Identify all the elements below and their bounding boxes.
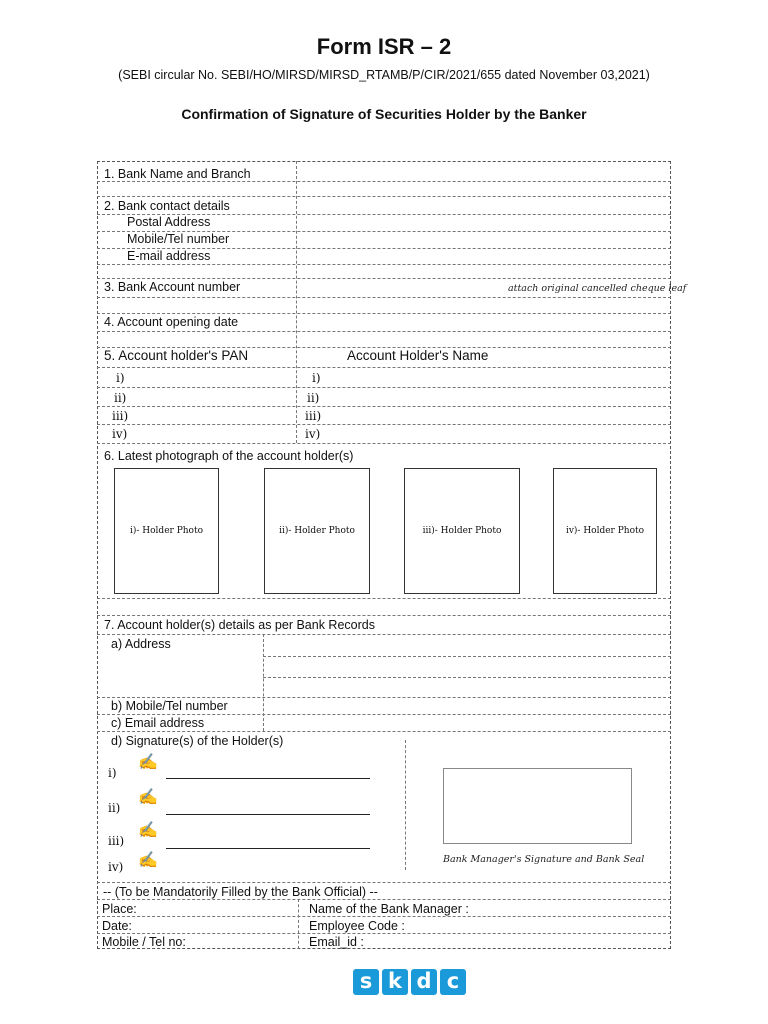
pan-roman-3: iii) (112, 409, 129, 423)
details-section-label: 7. Account holder(s) details as per Bank Records (104, 618, 375, 632)
email-id-label: Email_id : (309, 935, 364, 949)
sig-roman-3: iii) (108, 834, 125, 848)
employee-code-label: Employee Code : (309, 919, 405, 933)
form-subtitle: Confirmation of Signature of Securities Holder by the Banker (181, 106, 587, 122)
holder-name-label: Account Holder's Name (347, 348, 489, 363)
manager-name-label: Name of the Bank Manager : (309, 902, 469, 916)
address-label: a) Address (111, 637, 171, 651)
seal-caption: Bank Manager's Signature and Bank Seal (443, 854, 645, 865)
signature-line-1[interactable] (166, 778, 370, 779)
pan-label: 5. Account holder's PAN (104, 348, 249, 363)
holder-photo-box-4[interactable]: iv)- Holder Photo (553, 468, 657, 594)
date-label: Date: (102, 919, 132, 933)
mobile-tel-label: b) Mobile/Tel number (111, 699, 228, 713)
place-label: Place: (102, 902, 137, 916)
signature-line-3[interactable] (166, 848, 370, 849)
postal-address-label: Postal Address (127, 215, 211, 229)
logo-letter: d (411, 969, 437, 995)
bank-seal-box[interactable] (443, 768, 632, 844)
bank-contact-label: 2. Bank contact details (104, 199, 230, 213)
name-roman-1: i) (312, 371, 321, 385)
holder-photo-box-2[interactable]: ii)- Holder Photo (264, 468, 370, 594)
pen-icon: ✍ (138, 754, 158, 771)
pen-icon: ✍ (138, 789, 158, 806)
pen-icon: ✍ (138, 822, 158, 839)
name-roman-4: iv) (305, 427, 321, 441)
sig-roman-1: i) (108, 766, 117, 780)
holder-photo-box-3[interactable]: iii)- Holder Photo (404, 468, 520, 594)
logo-letter: c (440, 969, 466, 995)
circular-reference: (SEBI circular No. SEBI/HO/MIRSD/MIRSD_RTAMB/P/CIR/2021/655 dated November 03,2021) (118, 68, 650, 82)
form-title: Form ISR – 2 (316, 34, 452, 59)
email-label: E-mail address (127, 249, 211, 263)
pan-roman-2: ii) (114, 391, 127, 405)
pen-icon: ✍ (138, 852, 158, 869)
mobile-tel-no-label: Mobile / Tel no: (102, 935, 186, 949)
opening-date-label: 4. Account opening date (104, 315, 239, 329)
pan-roman-4: iv) (112, 427, 128, 441)
name-roman-2: ii) (307, 391, 320, 405)
pan-roman-1: i) (116, 371, 125, 385)
photo-section-label: 6. Latest photograph of the account holder(s) (104, 449, 354, 463)
email-address-label: c) Email address (111, 716, 205, 730)
skdc-logo (353, 969, 466, 995)
account-number-label: 3. Bank Account number (104, 280, 241, 294)
sig-roman-2: ii) (108, 801, 121, 815)
mandatory-note: -- (To be Mandatorily Filled by the Bank Official) -- (103, 885, 378, 899)
mobile-label: Mobile/Tel number (127, 232, 230, 246)
cheque-note: attach original cancelled cheque leaf (508, 283, 687, 294)
logo-letter: s (353, 969, 379, 995)
signature-line-2[interactable] (166, 814, 370, 815)
name-roman-3: iii) (305, 409, 322, 423)
logo-letter: k (382, 969, 408, 995)
signature-label: d) Signature(s) of the Holder(s) (111, 734, 284, 748)
bank-name-label: 1. Bank Name and Branch (104, 167, 251, 181)
holder-photo-box-1[interactable]: i)- Holder Photo (114, 468, 219, 594)
sig-roman-4: iv) (108, 860, 124, 874)
